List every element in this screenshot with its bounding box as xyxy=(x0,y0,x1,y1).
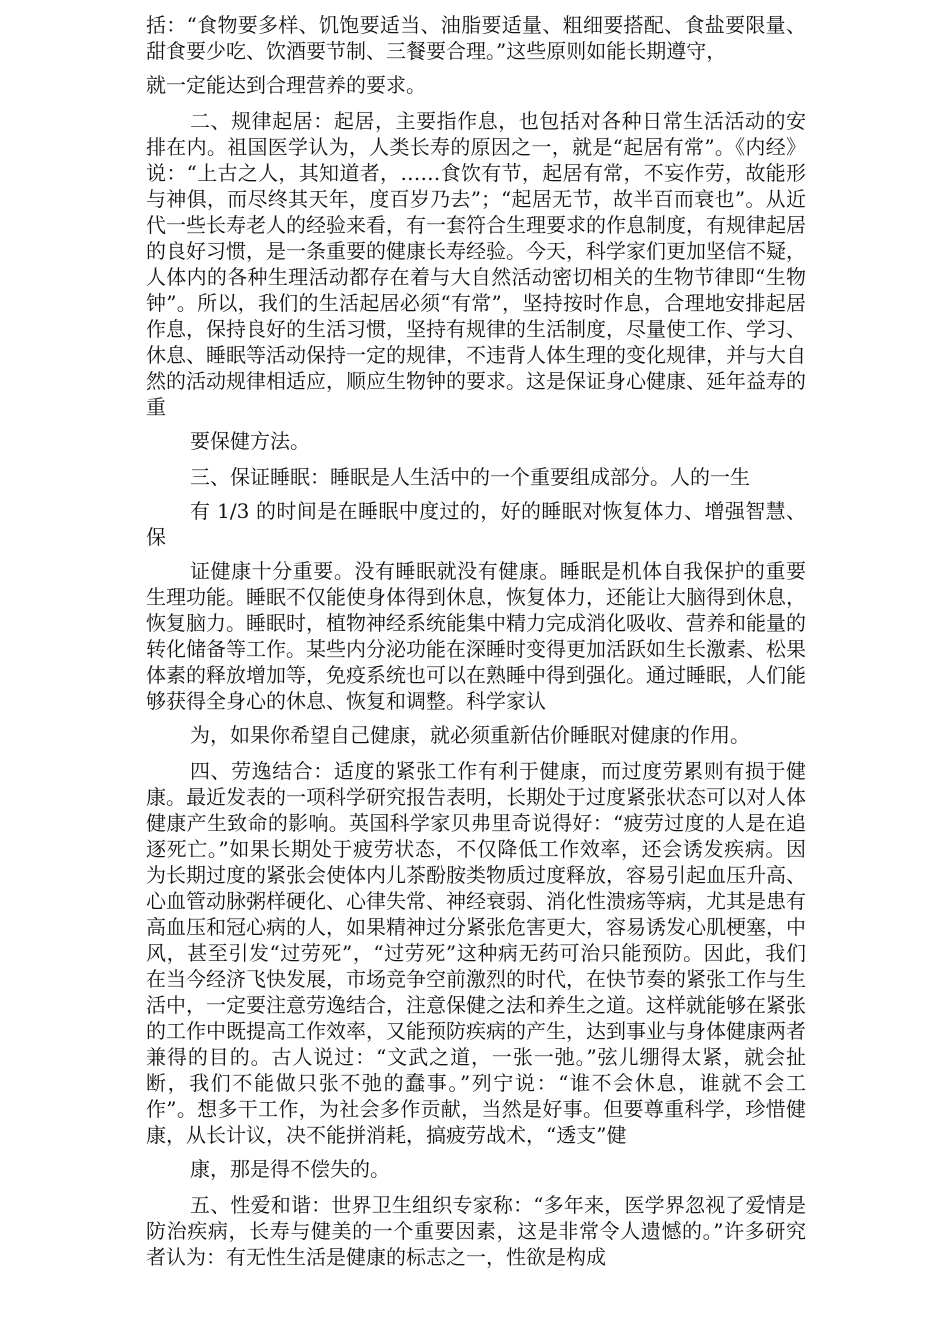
paragraph-line: 五、性爱和谐：世界卫生组织专家称：“多年来，医学界忽视了爱情是防治疾病，长寿与健美的一个重要因素，这是非常令人遗憾的。”许多研究者认为：有无性生活是健康的标志之一，性欲是构成 xyxy=(146,1193,806,1269)
paragraph-line: 康，那是得不偿失的。 xyxy=(190,1157,390,1181)
paragraph-nutrition-tail xyxy=(146,12,806,98)
paragraph-regular-life xyxy=(146,108,806,454)
paragraph-line: 就一定能达到合理营养的要求。 xyxy=(146,73,426,97)
paragraph-harmony xyxy=(146,1192,806,1270)
paragraph-work-rest xyxy=(146,758,806,1182)
paragraph-line: 为，如果你希望自己健康，就必须重新估价睡眠对健康的作用。 xyxy=(190,723,750,747)
paragraph-line: 四、劳逸结合：适度的紧张工作有利于健康，而过度劳累则有损于健康。最近发表的一项科学研究报告表明，长期处于过度紧张状态可以对人体健康产生致命的影响。英国科学家贝弗里奇说得好：“疲劳过度的人是在追逐死亡。”如果长期处于疲劳状态，不仅降低工作效率，还会诱发疾病。因为长期过度的紧张会使体内儿茶酚胺类物质过度释放，容易引起血压升高、心血管动脉粥样硬化、心律失常、神经衰弱、消化性溃疡等病，尤其是患有高血压和冠心病的人，如果精神过分紧张危害更大，容易诱发心肌梗塞，中风，甚至引发“过劳死”，“过劳死”这种病无药可治只能预防。因此，我们在当今经济飞快发展，市场竞争空前激烈的时代，在快节奏的紧张工作与生活中，一定要注意劳逸结合，注意保健之法和养生之道。这样就能够在紧张的工作中既提高工作效率，又能预防疾病的产生，达到事业与身体健康两者兼得的目的。古人说过：“文武之道，一张一弛。”弦儿绷得太紧，就会扯断，我们不能做只张不弛的蠢事。”列宁说：“谁不会休息，谁就不会工作”。想多干工作，为社会多作贡献，当然是好事。但要尊重科学，珍惜健康，从长计议，决不能拼消耗，搞疲劳战术，“透支”健 xyxy=(146,759,806,1147)
paragraph-line: 括：“食物要多样、饥饱要适当、油脂要适量、粗细要搭配、食盐要限量、甜食要少吃、饮酒要节制、三餐要合理。”这些原则如能长期遵守， xyxy=(146,13,806,63)
paragraph-line: 要保健方法。 xyxy=(190,429,310,453)
paragraph-line: 二、规律起居：起居，主要指作息，也包括对各种日常生活活动的安排在内。祖国医学认为，人类长寿的原因之一，就是“起居有常”。《内经》说：“上古之人，其知道者，……食饮有节，起居有常，不妄作劳，故能形与神俱，而尽终其天年，度百岁乃去”；“起居无节，故半百而衰也”。从近代一些长寿老人的经验来看，有一套符合生理要求的作息制度，有规律起居的良好习惯，是一条重要的健康长寿经验。今天，科学家们更加坚信不疑，人体内的各种生理活动都存在着与大自然活动密切相关的生物节律即“生物钟”。所以，我们的生活起居必须“有常”，坚持按时作息，合理地安排起居作息，保持良好的生活习惯，坚持有规律的生活制度，尽量使工作、学习、休息、睡眠等活动保持一定的规律，不违背人体生理的变化规律，并与大自然的活动规律相适应，顺应生物钟的要求。这是保证身心健康、延年益寿的重 xyxy=(146,109,806,419)
paragraph-line: 有 1/3 的时间是在睡眠中度过的，好的睡眠对恢复体力、增强智慧、保 xyxy=(146,499,806,549)
paragraph-line: 证健康十分重要。没有睡眠就没有健康。睡眠是机体自我保护的重要生理功能。睡眠不仅能使身体得到休息，恢复体力，还能让大脑得到休息，恢复脑力。睡眠时，植物神经系统能集中精力完成消化吸收、营养和能量的转化储备等工作。某些内分泌功能在深睡时变得更加活跃如生长激素、松果体素的释放增加等，免疫系统也可以在熟睡中得到强化。通过睡眠，人们能够获得全身心的休息、恢复和调整。科学家认 xyxy=(146,559,806,713)
document-page xyxy=(146,12,806,1270)
paragraph-line: 三、保证睡眠：睡眠是人生活中的一个重要组成部分。人的一生 xyxy=(190,465,750,489)
paragraph-sleep xyxy=(146,464,806,748)
